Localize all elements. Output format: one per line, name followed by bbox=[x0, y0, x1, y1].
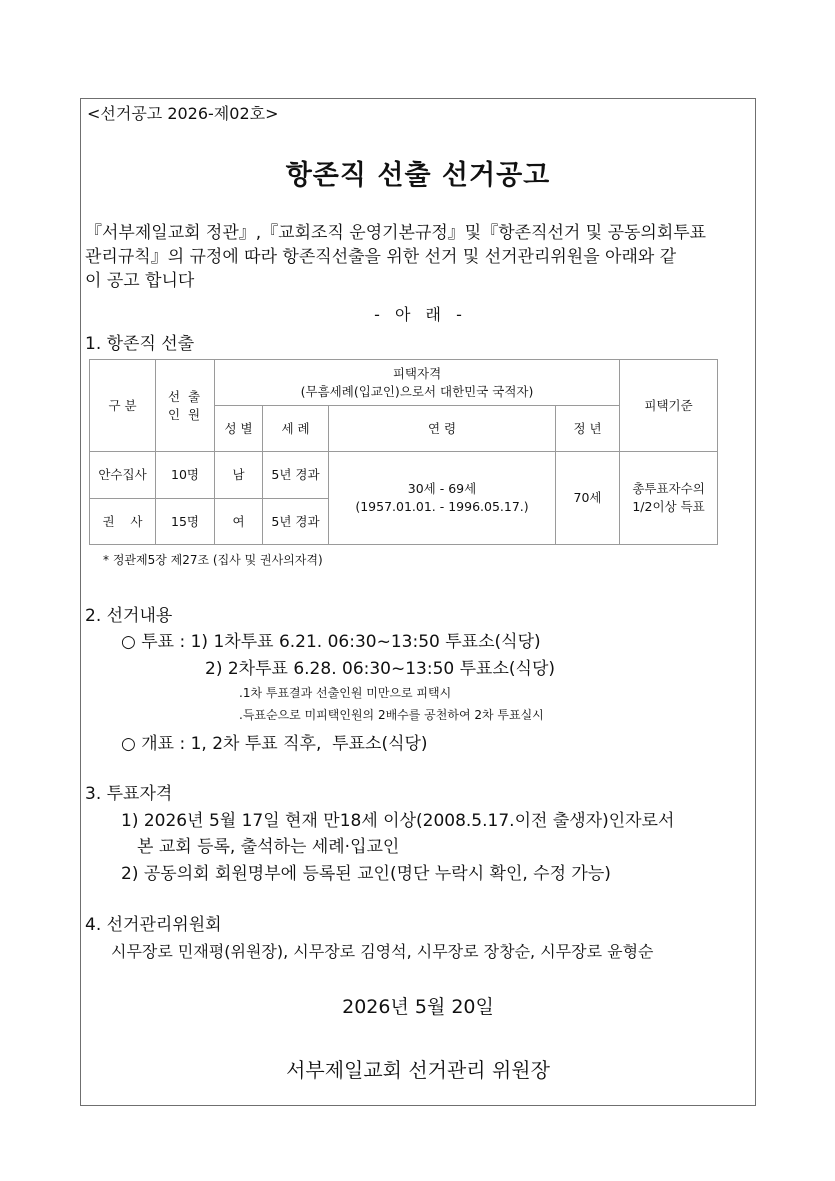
criteria-line: 총투표자수의 bbox=[632, 481, 705, 496]
row-count: 15명 bbox=[156, 499, 215, 545]
intro-line: 이 공고 합니다 bbox=[85, 271, 195, 291]
notice-number: <선거공고 2026-제02호> bbox=[87, 104, 279, 123]
section-heading: 2. 선거내용 bbox=[85, 606, 173, 626]
header-criteria: 피택기준 bbox=[620, 360, 718, 452]
section-heading: 1. 항존직 선출 bbox=[85, 334, 195, 354]
intro-line: 『서부제일교회 정관』,『교회조직 운영기본규정』및『항존직선거 및 공동의회투표 bbox=[85, 223, 707, 243]
age-dates: (1957.01.01. - 1996.05.17.) bbox=[355, 499, 529, 514]
header-baptism: 세 례 bbox=[263, 406, 329, 452]
intro-line: 관리규칙』의 규정에 따라 항존직선출을 위한 선거 및 선거관리위원을 아래와 같 bbox=[85, 247, 677, 267]
header-gender: 성 별 bbox=[215, 406, 263, 452]
row-category: 권 사 bbox=[90, 499, 156, 545]
header-retirement: 정 년 bbox=[556, 406, 620, 452]
row-gender: 남 bbox=[215, 452, 263, 499]
voter-qualification: 2) 공동의회 회원명부에 등록된 교인(명단 누락시 확인, 수정 가능) bbox=[121, 864, 611, 884]
qualification-desc: (무흠세례(입교인)으로서 대한민국 국적자) bbox=[300, 383, 534, 399]
header-age: 연 령 bbox=[329, 406, 556, 452]
voter-qualification: 1) 2026년 5월 17일 현재 만18세 이상(2008.5.17.이전 출생자)인자로서 bbox=[121, 811, 675, 831]
candidate-table bbox=[89, 359, 718, 545]
voter-qualification: 본 교회 등록, 출석하는 세례·입교인 bbox=[137, 837, 400, 857]
age-cell bbox=[329, 452, 556, 545]
below-label: - 아 래 - bbox=[374, 305, 462, 324]
table-footnote: * 정관제5장 제27조 (집사 및 권사의자격) bbox=[103, 553, 323, 567]
row-category: 안수집사 bbox=[90, 452, 156, 499]
retirement-age: 70세 bbox=[556, 452, 620, 545]
row-count: 10명 bbox=[156, 452, 215, 499]
vote-note: .득표순으로 미피택인원의 2배수를 공천하여 2차 투표실시 bbox=[239, 708, 544, 722]
notice-date: 2026년 5월 20일 bbox=[342, 996, 494, 1018]
section-heading: 3. 투표자격 bbox=[85, 784, 173, 804]
vote-schedule-2: 2) 2차투표 6.28. 06:30~13:50 투표소(식당) bbox=[205, 659, 556, 679]
header-qualification bbox=[215, 360, 620, 406]
notice-title: 항존직 선출 선거공고 bbox=[285, 160, 551, 191]
header-count: 선 출 인 원 bbox=[156, 360, 215, 452]
vote-note: .1차 투표결과 선출인원 미만으로 피택시 bbox=[239, 686, 452, 700]
committee-members: 시무장로 민재평(위원장), 시무장로 김영석, 시무장로 장창순, 시무장로 윤형순 bbox=[111, 942, 654, 961]
row-baptism: 5년 경과 bbox=[263, 452, 329, 499]
header-category: 구 분 bbox=[90, 360, 156, 452]
row-gender: 여 bbox=[215, 499, 263, 545]
qualification-title: 피택자격 bbox=[392, 365, 442, 381]
criteria-line: 1/2이상 득표 bbox=[632, 499, 705, 514]
section-heading: 4. 선거관리위원회 bbox=[85, 915, 222, 935]
row-baptism: 5년 경과 bbox=[263, 499, 329, 545]
signature: 서부제일교회 선거관리 위원장 bbox=[286, 1058, 550, 1082]
vote-schedule-1: ○ 투표 : 1) 1차투표 6.21. 06:30~13:50 투표소(식당) bbox=[121, 632, 541, 652]
counting-schedule: ○ 개표 : 1, 2차 투표 직후, 투표소(식당) bbox=[121, 734, 428, 754]
age-range: 30세 - 69세 bbox=[407, 481, 477, 496]
notice-frame bbox=[80, 98, 756, 1106]
criteria-cell bbox=[620, 452, 718, 545]
intro-paragraph bbox=[85, 221, 753, 293]
